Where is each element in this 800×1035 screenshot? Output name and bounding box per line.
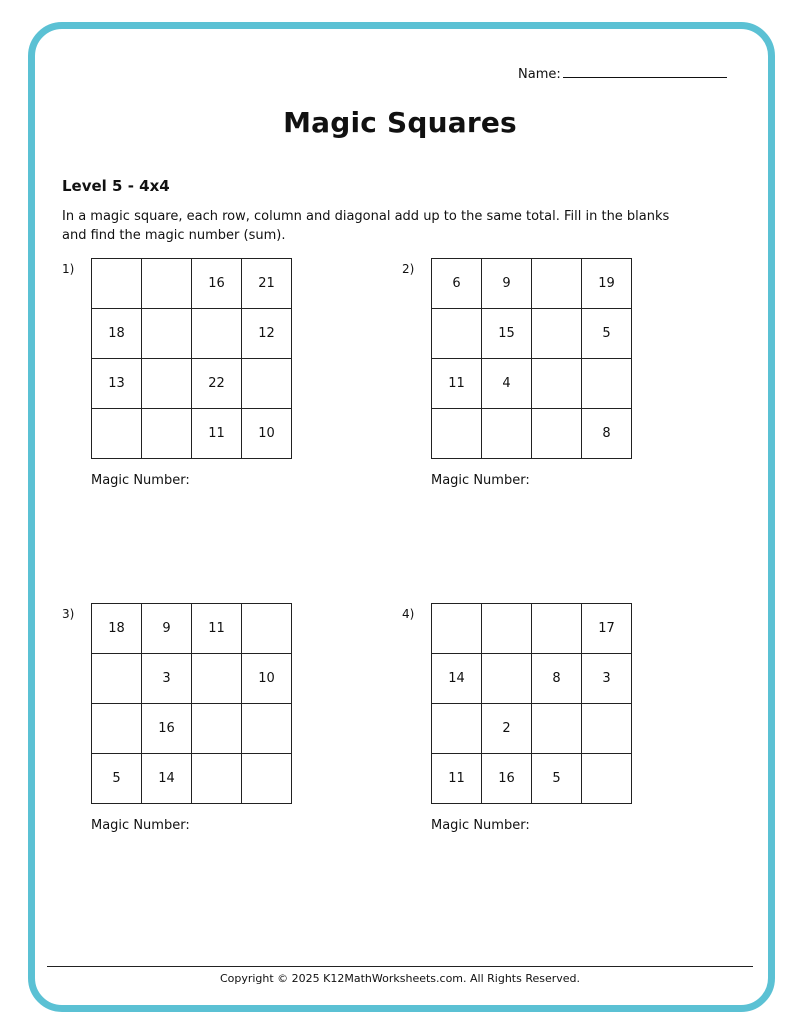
grid-row bbox=[432, 704, 632, 754]
instructions-text: In a magic square, each row, column and diagonal add up to the same total. Fill in the blanks and find the magic number (sum). bbox=[62, 209, 670, 243]
grid-cell[interactable]: 3 bbox=[582, 654, 632, 704]
name-label: Name: bbox=[518, 67, 561, 82]
grid-cell[interactable]: 3 bbox=[142, 654, 192, 704]
grid-cell[interactable]: 9 bbox=[142, 604, 192, 654]
grid-cell[interactable] bbox=[432, 604, 482, 654]
magic-number-label: Magic Number: bbox=[431, 473, 530, 488]
magic-square-2 bbox=[431, 258, 632, 459]
grid-cell[interactable] bbox=[532, 259, 582, 309]
grid-row bbox=[432, 754, 632, 804]
problem-number: 4) bbox=[402, 607, 415, 621]
page-border bbox=[28, 22, 775, 1012]
grid-cell[interactable]: 12 bbox=[242, 309, 292, 359]
grid-cell[interactable] bbox=[192, 654, 242, 704]
grid-cell[interactable]: 14 bbox=[432, 654, 482, 704]
grid-cell[interactable]: 16 bbox=[192, 259, 242, 309]
grid-cell[interactable]: 11 bbox=[432, 359, 482, 409]
grid-cell[interactable] bbox=[92, 409, 142, 459]
grid-cell[interactable] bbox=[242, 359, 292, 409]
grid-cell[interactable] bbox=[242, 604, 292, 654]
problem-number: 2) bbox=[402, 262, 415, 276]
grid-cell[interactable]: 22 bbox=[192, 359, 242, 409]
grid-cell[interactable] bbox=[92, 259, 142, 309]
magic-number-label: Magic Number: bbox=[91, 818, 190, 833]
grid-cell[interactable] bbox=[242, 754, 292, 804]
grid-cell[interactable]: 10 bbox=[242, 409, 292, 459]
grid-cell[interactable]: 16 bbox=[142, 704, 192, 754]
page-title: Magic Squares bbox=[283, 106, 517, 139]
grid-row bbox=[92, 359, 292, 409]
grid-cell[interactable]: 15 bbox=[482, 309, 532, 359]
grid-cell[interactable] bbox=[582, 359, 632, 409]
grid-cell[interactable] bbox=[482, 654, 532, 704]
grid-row bbox=[92, 754, 292, 804]
grid-cell[interactable]: 10 bbox=[242, 654, 292, 704]
grid-cell[interactable] bbox=[532, 409, 582, 459]
grid-row bbox=[432, 604, 632, 654]
grid-row bbox=[92, 604, 292, 654]
grid-cell[interactable] bbox=[432, 704, 482, 754]
grid-cell[interactable]: 8 bbox=[532, 654, 582, 704]
grid-row bbox=[92, 654, 292, 704]
magic-square-3 bbox=[91, 603, 292, 804]
grid-cell[interactable] bbox=[532, 704, 582, 754]
grid-cell[interactable]: 8 bbox=[582, 409, 632, 459]
problem-number: 1) bbox=[62, 262, 75, 276]
grid-row bbox=[432, 654, 632, 704]
magic-square-4 bbox=[431, 603, 632, 804]
grid-cell[interactable] bbox=[482, 604, 532, 654]
grid-cell[interactable] bbox=[432, 409, 482, 459]
problem-number: 3) bbox=[62, 607, 75, 621]
grid-cell[interactable] bbox=[432, 309, 482, 359]
grid-cell[interactable]: 9 bbox=[482, 259, 532, 309]
grid-cell[interactable]: 5 bbox=[92, 754, 142, 804]
magic-number-label: Magic Number: bbox=[431, 818, 530, 833]
grid-cell[interactable]: 2 bbox=[482, 704, 532, 754]
name-blank-line[interactable] bbox=[563, 63, 727, 78]
footer-divider bbox=[47, 966, 753, 967]
name-field[interactable] bbox=[518, 63, 727, 82]
grid-cell[interactable]: 11 bbox=[192, 409, 242, 459]
grid-cell[interactable] bbox=[532, 309, 582, 359]
grid-cell[interactable] bbox=[142, 309, 192, 359]
grid-cell[interactable]: 21 bbox=[242, 259, 292, 309]
grid-cell[interactable] bbox=[192, 754, 242, 804]
grid-cell[interactable] bbox=[142, 359, 192, 409]
grid-cell[interactable]: 6 bbox=[432, 259, 482, 309]
grid-row bbox=[432, 409, 632, 459]
grid-row bbox=[92, 259, 292, 309]
grid-row bbox=[92, 704, 292, 754]
level-heading: Level 5 - 4x4 bbox=[62, 177, 170, 195]
grid-cell[interactable]: 19 bbox=[582, 259, 632, 309]
grid-cell[interactable] bbox=[192, 309, 242, 359]
grid-cell[interactable]: 16 bbox=[482, 754, 532, 804]
grid-cell[interactable]: 5 bbox=[532, 754, 582, 804]
grid-cell[interactable]: 13 bbox=[92, 359, 142, 409]
grid-row bbox=[432, 359, 632, 409]
grid-cell[interactable] bbox=[582, 754, 632, 804]
grid-cell[interactable]: 11 bbox=[192, 604, 242, 654]
grid-cell[interactable]: 14 bbox=[142, 754, 192, 804]
grid-cell[interactable] bbox=[482, 409, 532, 459]
grid-cell[interactable] bbox=[582, 704, 632, 754]
magic-number-label: Magic Number: bbox=[91, 473, 190, 488]
grid-cell[interactable] bbox=[142, 259, 192, 309]
grid-cell[interactable] bbox=[92, 654, 142, 704]
grid-cell[interactable] bbox=[532, 359, 582, 409]
grid-row bbox=[92, 309, 292, 359]
grid-cell[interactable]: 18 bbox=[92, 604, 142, 654]
grid-row bbox=[432, 259, 632, 309]
grid-cell[interactable]: 17 bbox=[582, 604, 632, 654]
grid-cell[interactable]: 18 bbox=[92, 309, 142, 359]
copyright-text: Copyright © 2025 K12MathWorksheets.com. All Rights Reserved. bbox=[219, 972, 581, 985]
grid-row bbox=[92, 409, 292, 459]
magic-square-1 bbox=[91, 258, 292, 459]
grid-cell[interactable] bbox=[92, 704, 142, 754]
grid-cell[interactable] bbox=[242, 704, 292, 754]
grid-cell[interactable]: 4 bbox=[482, 359, 532, 409]
grid-cell[interactable] bbox=[532, 604, 582, 654]
grid-cell[interactable]: 5 bbox=[582, 309, 632, 359]
grid-cell[interactable]: 11 bbox=[432, 754, 482, 804]
grid-cell[interactable] bbox=[192, 704, 242, 754]
grid-cell[interactable] bbox=[142, 409, 192, 459]
grid-row bbox=[432, 309, 632, 359]
